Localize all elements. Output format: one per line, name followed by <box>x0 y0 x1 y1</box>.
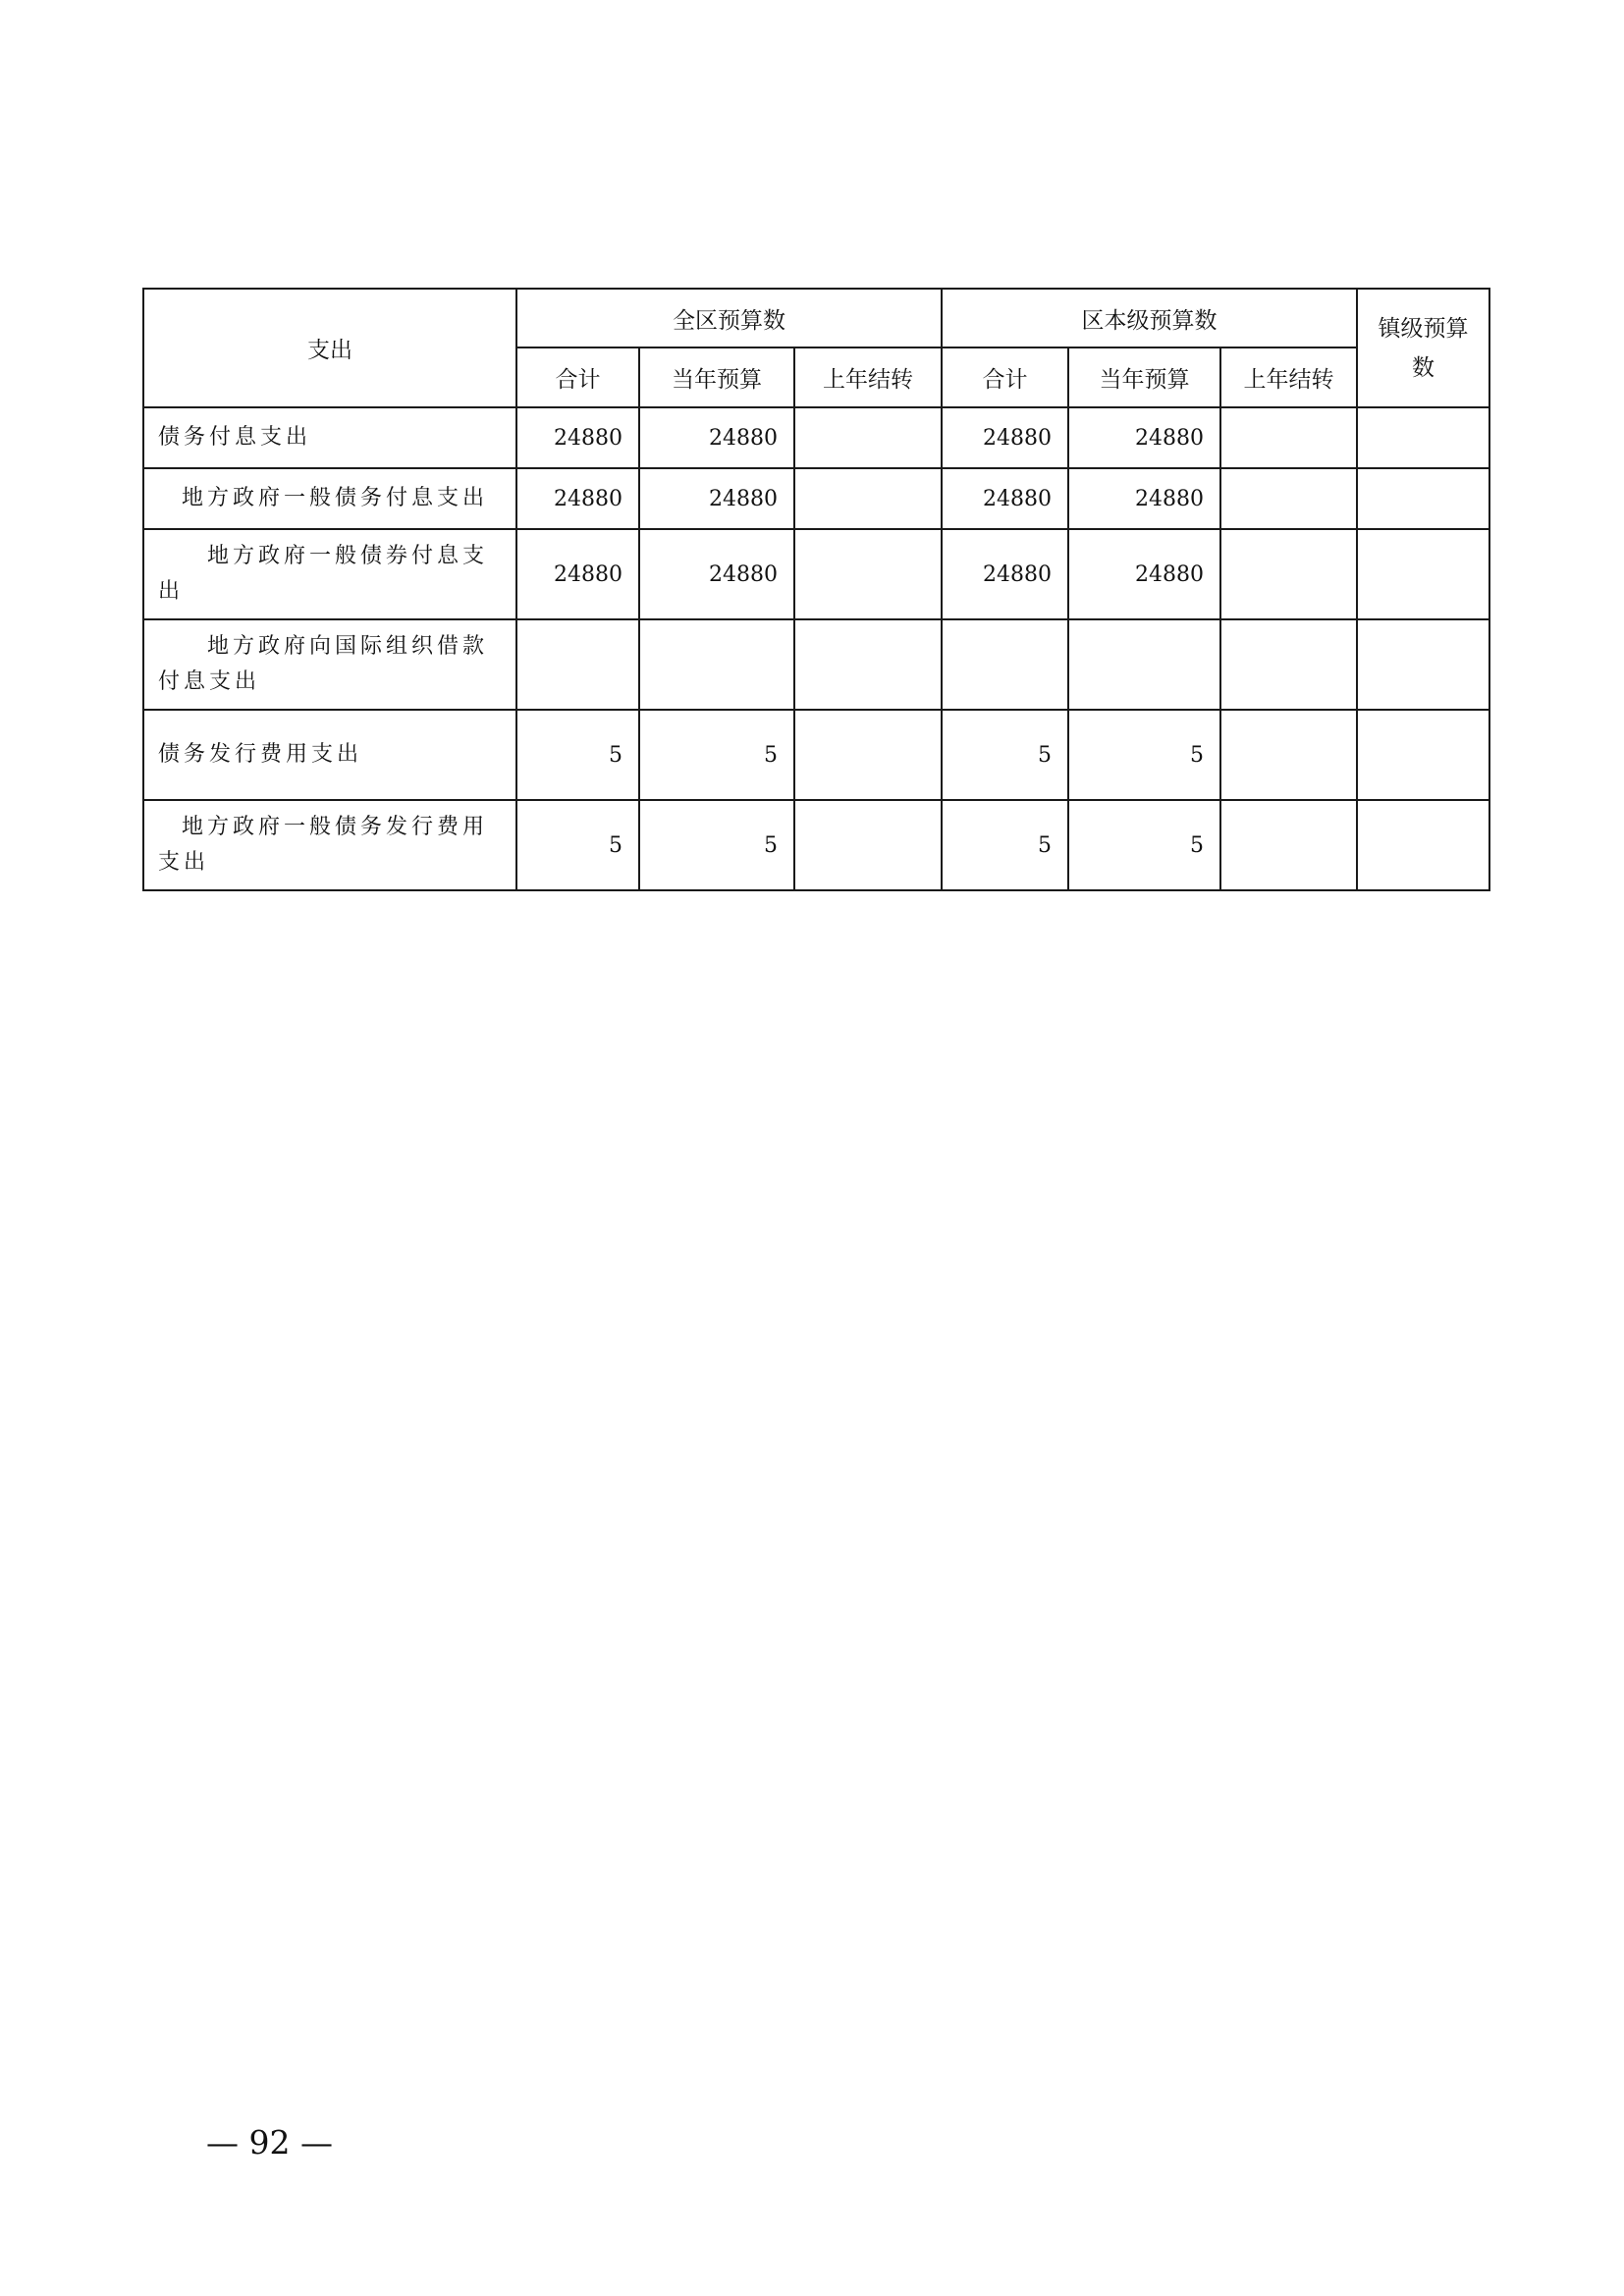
cell-district-carryover <box>1220 800 1357 890</box>
cell-town <box>1357 407 1489 468</box>
cell-district-carryover <box>1220 529 1357 619</box>
cell-all-total: 24880 <box>516 468 639 529</box>
table-row <box>143 619 1489 710</box>
column-header-district-current: 当年预算 <box>1068 347 1220 407</box>
cell-district-carryover <box>1220 710 1357 800</box>
cell-district-carryover <box>1220 619 1357 710</box>
column-header-town-level: 镇级预算数 <box>1357 289 1489 407</box>
cell-district-current: 24880 <box>1068 407 1220 468</box>
page-number: — 92 — <box>206 2123 333 2162</box>
table-row <box>143 529 1489 619</box>
cell-all-total: 24880 <box>516 529 639 619</box>
column-group-district-level: 区本级预算数 <box>942 289 1357 347</box>
cell-district-carryover <box>1220 407 1357 468</box>
cell-all-current: 5 <box>639 710 794 800</box>
cell-town <box>1357 619 1489 710</box>
cell-town <box>1357 468 1489 529</box>
cell-all-current: 24880 <box>639 529 794 619</box>
row-label: 地方政府一般债券付息支出 <box>143 529 516 619</box>
table-row <box>143 407 1489 468</box>
cell-all-current: 24880 <box>639 407 794 468</box>
column-header-district-total: 合计 <box>942 347 1068 407</box>
cell-district-current: 24880 <box>1068 529 1220 619</box>
cell-all-carryover <box>794 407 942 468</box>
cell-district-total: 24880 <box>942 407 1068 468</box>
cell-all-carryover <box>794 529 942 619</box>
cell-district-total: 5 <box>942 800 1068 890</box>
column-group-all-district: 全区预算数 <box>516 289 942 347</box>
table-row <box>143 710 1489 800</box>
column-header-district-carryover: 上年结转 <box>1220 347 1357 407</box>
row-label: 地方政府一般债务付息支出 <box>143 468 516 529</box>
cell-all-total: 5 <box>516 710 639 800</box>
column-header-expenditure: 支出 <box>143 289 516 407</box>
cell-district-current <box>1068 619 1220 710</box>
budget-table <box>142 288 1490 891</box>
cell-town <box>1357 529 1489 619</box>
column-header-all-total: 合计 <box>516 347 639 407</box>
cell-all-total: 5 <box>516 800 639 890</box>
cell-district-total: 24880 <box>942 468 1068 529</box>
column-header-all-carryover: 上年结转 <box>794 347 942 407</box>
cell-district-carryover <box>1220 468 1357 529</box>
cell-district-current: 5 <box>1068 710 1220 800</box>
cell-all-current: 24880 <box>639 468 794 529</box>
cell-all-carryover <box>794 468 942 529</box>
table-row <box>143 468 1489 529</box>
column-header-all-current: 当年预算 <box>639 347 794 407</box>
cell-district-total: 24880 <box>942 529 1068 619</box>
cell-all-total <box>516 619 639 710</box>
cell-town <box>1357 800 1489 890</box>
cell-all-carryover <box>794 619 942 710</box>
cell-district-total <box>942 619 1068 710</box>
cell-district-current: 24880 <box>1068 468 1220 529</box>
cell-all-carryover <box>794 800 942 890</box>
cell-all-carryover <box>794 710 942 800</box>
cell-district-total: 5 <box>942 710 1068 800</box>
cell-town <box>1357 710 1489 800</box>
row-label: 债务付息支出 <box>143 407 516 468</box>
row-label: 地方政府一般债务发行费用支出 <box>143 800 516 890</box>
cell-all-total: 24880 <box>516 407 639 468</box>
table-row <box>143 800 1489 890</box>
row-label: 债务发行费用支出 <box>143 710 516 800</box>
cell-district-current: 5 <box>1068 800 1220 890</box>
header-row-1 <box>143 289 1489 347</box>
cell-all-current <box>639 619 794 710</box>
cell-all-current: 5 <box>639 800 794 890</box>
row-label: 地方政府向国际组织借款付息支出 <box>143 619 516 710</box>
